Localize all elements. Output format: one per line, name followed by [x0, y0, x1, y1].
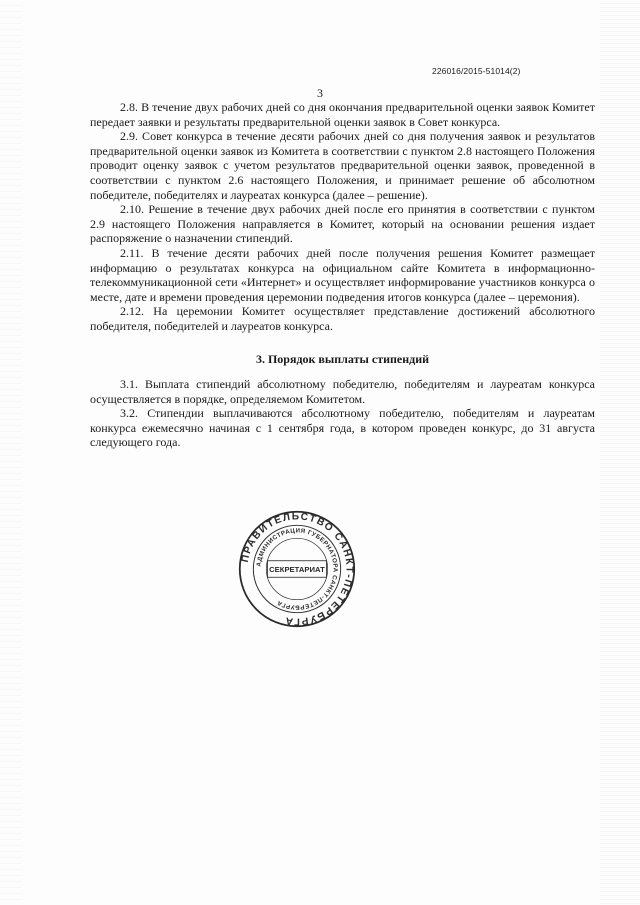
paragraph-2-9: 2.9. Совет конкурса в течение десяти рабочих дней со дня получения заявок и результатов предварительной оценки заявок из Комитета в соответствии с пунктом 2.8 настоящего Положения проводит оценку заявок с учетом результатов предварительной оценки заявок, проведенной в соответствии с пунктом 2.6 настоящего Положения, и принимает решение об абсолютном победителе, победителях и лауреатах конкурса (далее – решение). — [90, 129, 595, 202]
svg-text:СЕКРЕТАРИАТ: СЕКРЕТАРИАТ — [269, 564, 325, 574]
stamp-seal-icon — [238, 510, 356, 628]
paragraph-2-11: 2.11. В течение десяти рабочих дней после получения решения Комитет размещает информацию о результатах конкурса на официальном сайте Комитета в информационно-телекоммуникационной сети «Интернет» и осуществляет информирование участников конкурса о месте, дате и времени проведения церемонии подведения итогов конкурса (далее – церемония). — [90, 245, 595, 304]
document-body — [90, 100, 595, 450]
paragraph-3-1: 3.1. Выплата стипендий абсолютному победителю, победителям и лауреатам конкурса осуществляется в порядке, определяемом Комитетом. — [90, 377, 595, 406]
page-number: 3 — [317, 86, 323, 100]
svg-text:АДМИНИСТРАЦИЯ ГУБЕРНАТОРА САНК: АДМИНИСТРАЦИЯ ГУБЕРНАТОРА САНКТ-ПЕТЕРБУРГА — [255, 527, 339, 611]
paragraph-2-8: 2.8. В течение двух рабочих дней со дня окончания предварительной оценки заявок Комитет передает заявки и результаты предварительной оценки заявок в Совет конкурса. — [90, 100, 595, 129]
scan-edge-left — [0, 0, 22, 905]
paragraph-2-12: 2.12. На церемонии Комитет осуществляет представление достижений абсолютного победителя, победителей и лауреатов конкурса. — [90, 304, 595, 333]
paragraph-2-10: 2.10. Решение в течение двух рабочих дней после его принятия в соответствии с пунктом 2.9 настоящего Положения направляется в Комитет, который на основании решения издает распоряжение о назначении стипендий. — [90, 202, 595, 246]
spacer — [90, 334, 595, 340]
section-title: 3. Порядок выплаты стипендий — [255, 351, 430, 366]
paragraph-3-2: 3.2. Стипендии выплачиваются абсолютному победителю, победителям и лауреатам конкурса ежемесячно начиная с 1 сентября года, в котором проведен конкурс, до 31 августа следующего года. — [90, 406, 595, 450]
document-id: 226016/2015-51014(2) — [432, 66, 521, 76]
scan-edge-right — [600, 0, 640, 905]
official-stamp — [238, 510, 356, 628]
svg-text:ПРАВИТЕЛЬСТВО САНКТ-ПЕТЕРБУРГА: ПРАВИТЕЛЬСТВО САНКТ-ПЕТЕРБУРГА — [239, 511, 355, 627]
